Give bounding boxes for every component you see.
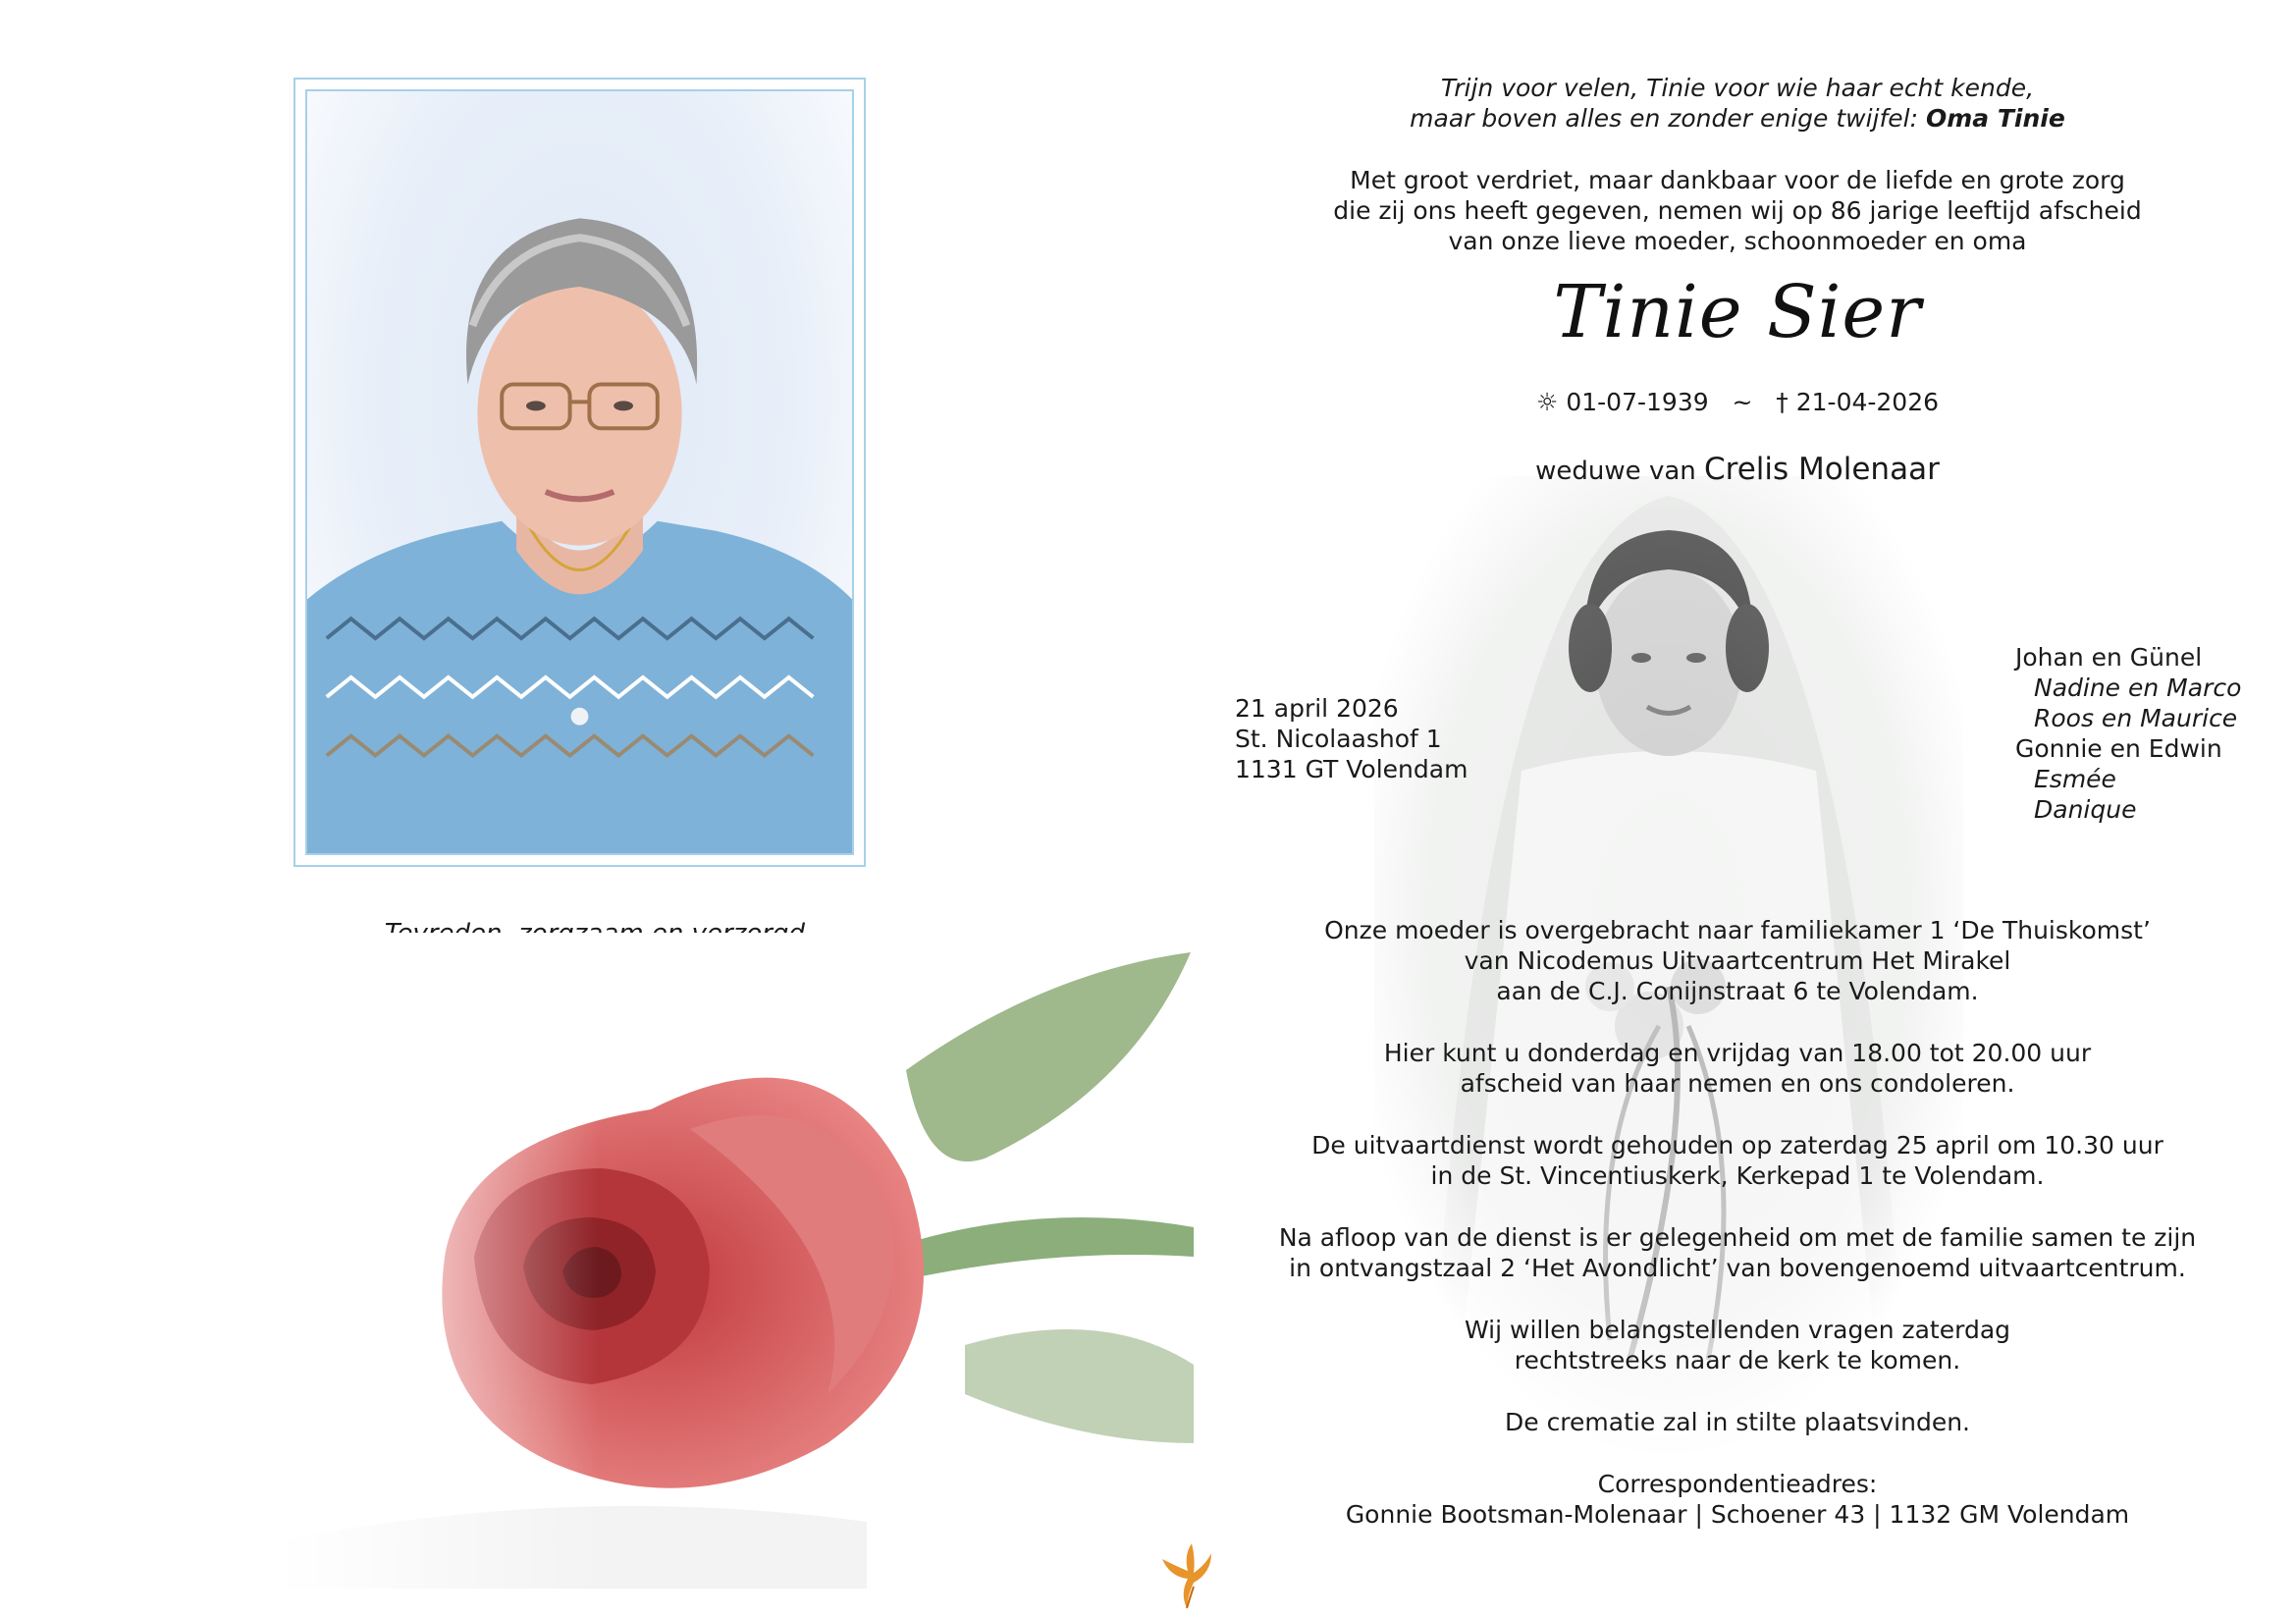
paragraph-line: De crematie zal in stilte plaatsvinden. — [1504, 1408, 1970, 1436]
paragraph-line: Onze moeder is overgebracht naar familiekamer 1 ‘De Thuiskomst’ — [1324, 916, 2151, 944]
paragraph-reception — [1266, 1222, 2209, 1283]
address-line: St. Nicolaashof 1 — [1235, 725, 1442, 753]
cross-icon: † — [1776, 388, 1789, 416]
family-member: Danique — [2034, 795, 2137, 824]
intro-line-2-bold: Oma Tinie — [1926, 104, 2065, 133]
deceased-name: Tinie Sier — [1553, 270, 1922, 354]
address-line: 1131 GT Volendam — [1235, 755, 1468, 783]
family-member: Roos en Maurice — [2034, 704, 2238, 732]
intro-line-1: Trijn voor velen, Tinie voor wie haar echt kende, — [1440, 74, 2035, 102]
family-member: Gonnie en Edwin — [2015, 734, 2222, 763]
home-address — [1235, 693, 1468, 784]
portrait-illustration — [307, 91, 852, 853]
widow-line — [1266, 452, 2209, 487]
paragraph-visiting — [1266, 1038, 2209, 1099]
announcement-line: Met groot verdriet, maar dankbaar voor de liefde en grote zorg — [1350, 166, 2125, 194]
widow-name: Crelis Molenaar — [1704, 452, 1940, 487]
paragraph-line: Wij willen belangstellenden vragen zaterdag — [1464, 1316, 2011, 1344]
announcement — [1266, 165, 2209, 256]
date-separator: ~ — [1732, 388, 1753, 416]
intro-line-2 — [1266, 103, 2209, 134]
correspondence — [1266, 1469, 2209, 1530]
paragraph-cremation — [1266, 1407, 2209, 1437]
paragraph-transfer — [1266, 915, 2209, 1006]
family-member: Johan en Günel — [2015, 643, 2203, 672]
life-dates — [1266, 388, 2209, 416]
family-list — [2015, 642, 2241, 825]
intro-quote — [1266, 73, 2209, 134]
paragraph-line: afscheid van haar nemen en ons condoleren. — [1460, 1069, 2015, 1098]
address-line: 21 april 2026 — [1235, 694, 1399, 723]
rose-image — [278, 933, 1194, 1589]
rose-illustration — [278, 933, 1194, 1589]
family-member: Nadine en Marco — [2034, 674, 2242, 702]
paragraph-line: in ontvangstzaal 2 ‘Het Avondlicht’ van bovengenoemd uitvaartcentrum. — [1289, 1254, 2186, 1282]
correspondence-address: Gonnie Bootsman-Molenaar | Schoener 43 | 1132 GM Volendam — [1345, 1500, 2130, 1529]
widow-prefix: weduwe van — [1535, 457, 1705, 486]
service-details — [1266, 915, 2209, 1561]
correspondence-label: Correspondentieadres: — [1597, 1470, 1878, 1498]
paragraph-line: rechtstreeks naar de kerk te komen. — [1514, 1346, 1961, 1374]
sun-icon: ☼ — [1535, 388, 1559, 416]
portrait-photo — [305, 89, 854, 855]
paragraph-line: Na afloop van de dienst is er gelegenheid om met de familie samen te zijn — [1278, 1223, 2197, 1252]
paragraph-line: Hier kunt u donderdag en vrijdag van 18.00 tot 20.00 uur — [1383, 1039, 2092, 1067]
announcement-line: die zij ons heeft gegeven, nemen wij op 86 jarige leeftijd afscheid — [1333, 196, 2142, 225]
paragraph-line: in de St. Vincentiuskerk, Kerkepad 1 te Volendam. — [1430, 1161, 2045, 1190]
paragraph-church — [1266, 1315, 2209, 1375]
birth-date: 01-07-1939 — [1566, 388, 1709, 416]
paragraph-line: van Nicodemus Uitvaartcentrum Het Mirakel — [1464, 946, 2011, 975]
family-member: Esmée — [2034, 765, 2116, 793]
announcement-line: van onze lieve moeder, schoonmoeder en oma — [1448, 227, 2027, 255]
intro-line-2-text: maar boven alles en zonder enige twijfel: — [1410, 104, 1926, 133]
paragraph-line: De uitvaartdienst wordt gehouden op zaterdag 25 april om 10.30 uur — [1311, 1131, 2163, 1159]
death-date: 21-04-2026 — [1795, 388, 1940, 416]
phoenix-logo-icon — [1158, 1539, 1215, 1612]
paragraph-line: aan de C.J. Conijnstraat 6 te Volendam. — [1496, 977, 1979, 1005]
portrait-frame — [294, 78, 866, 867]
paragraph-service — [1266, 1130, 2209, 1191]
